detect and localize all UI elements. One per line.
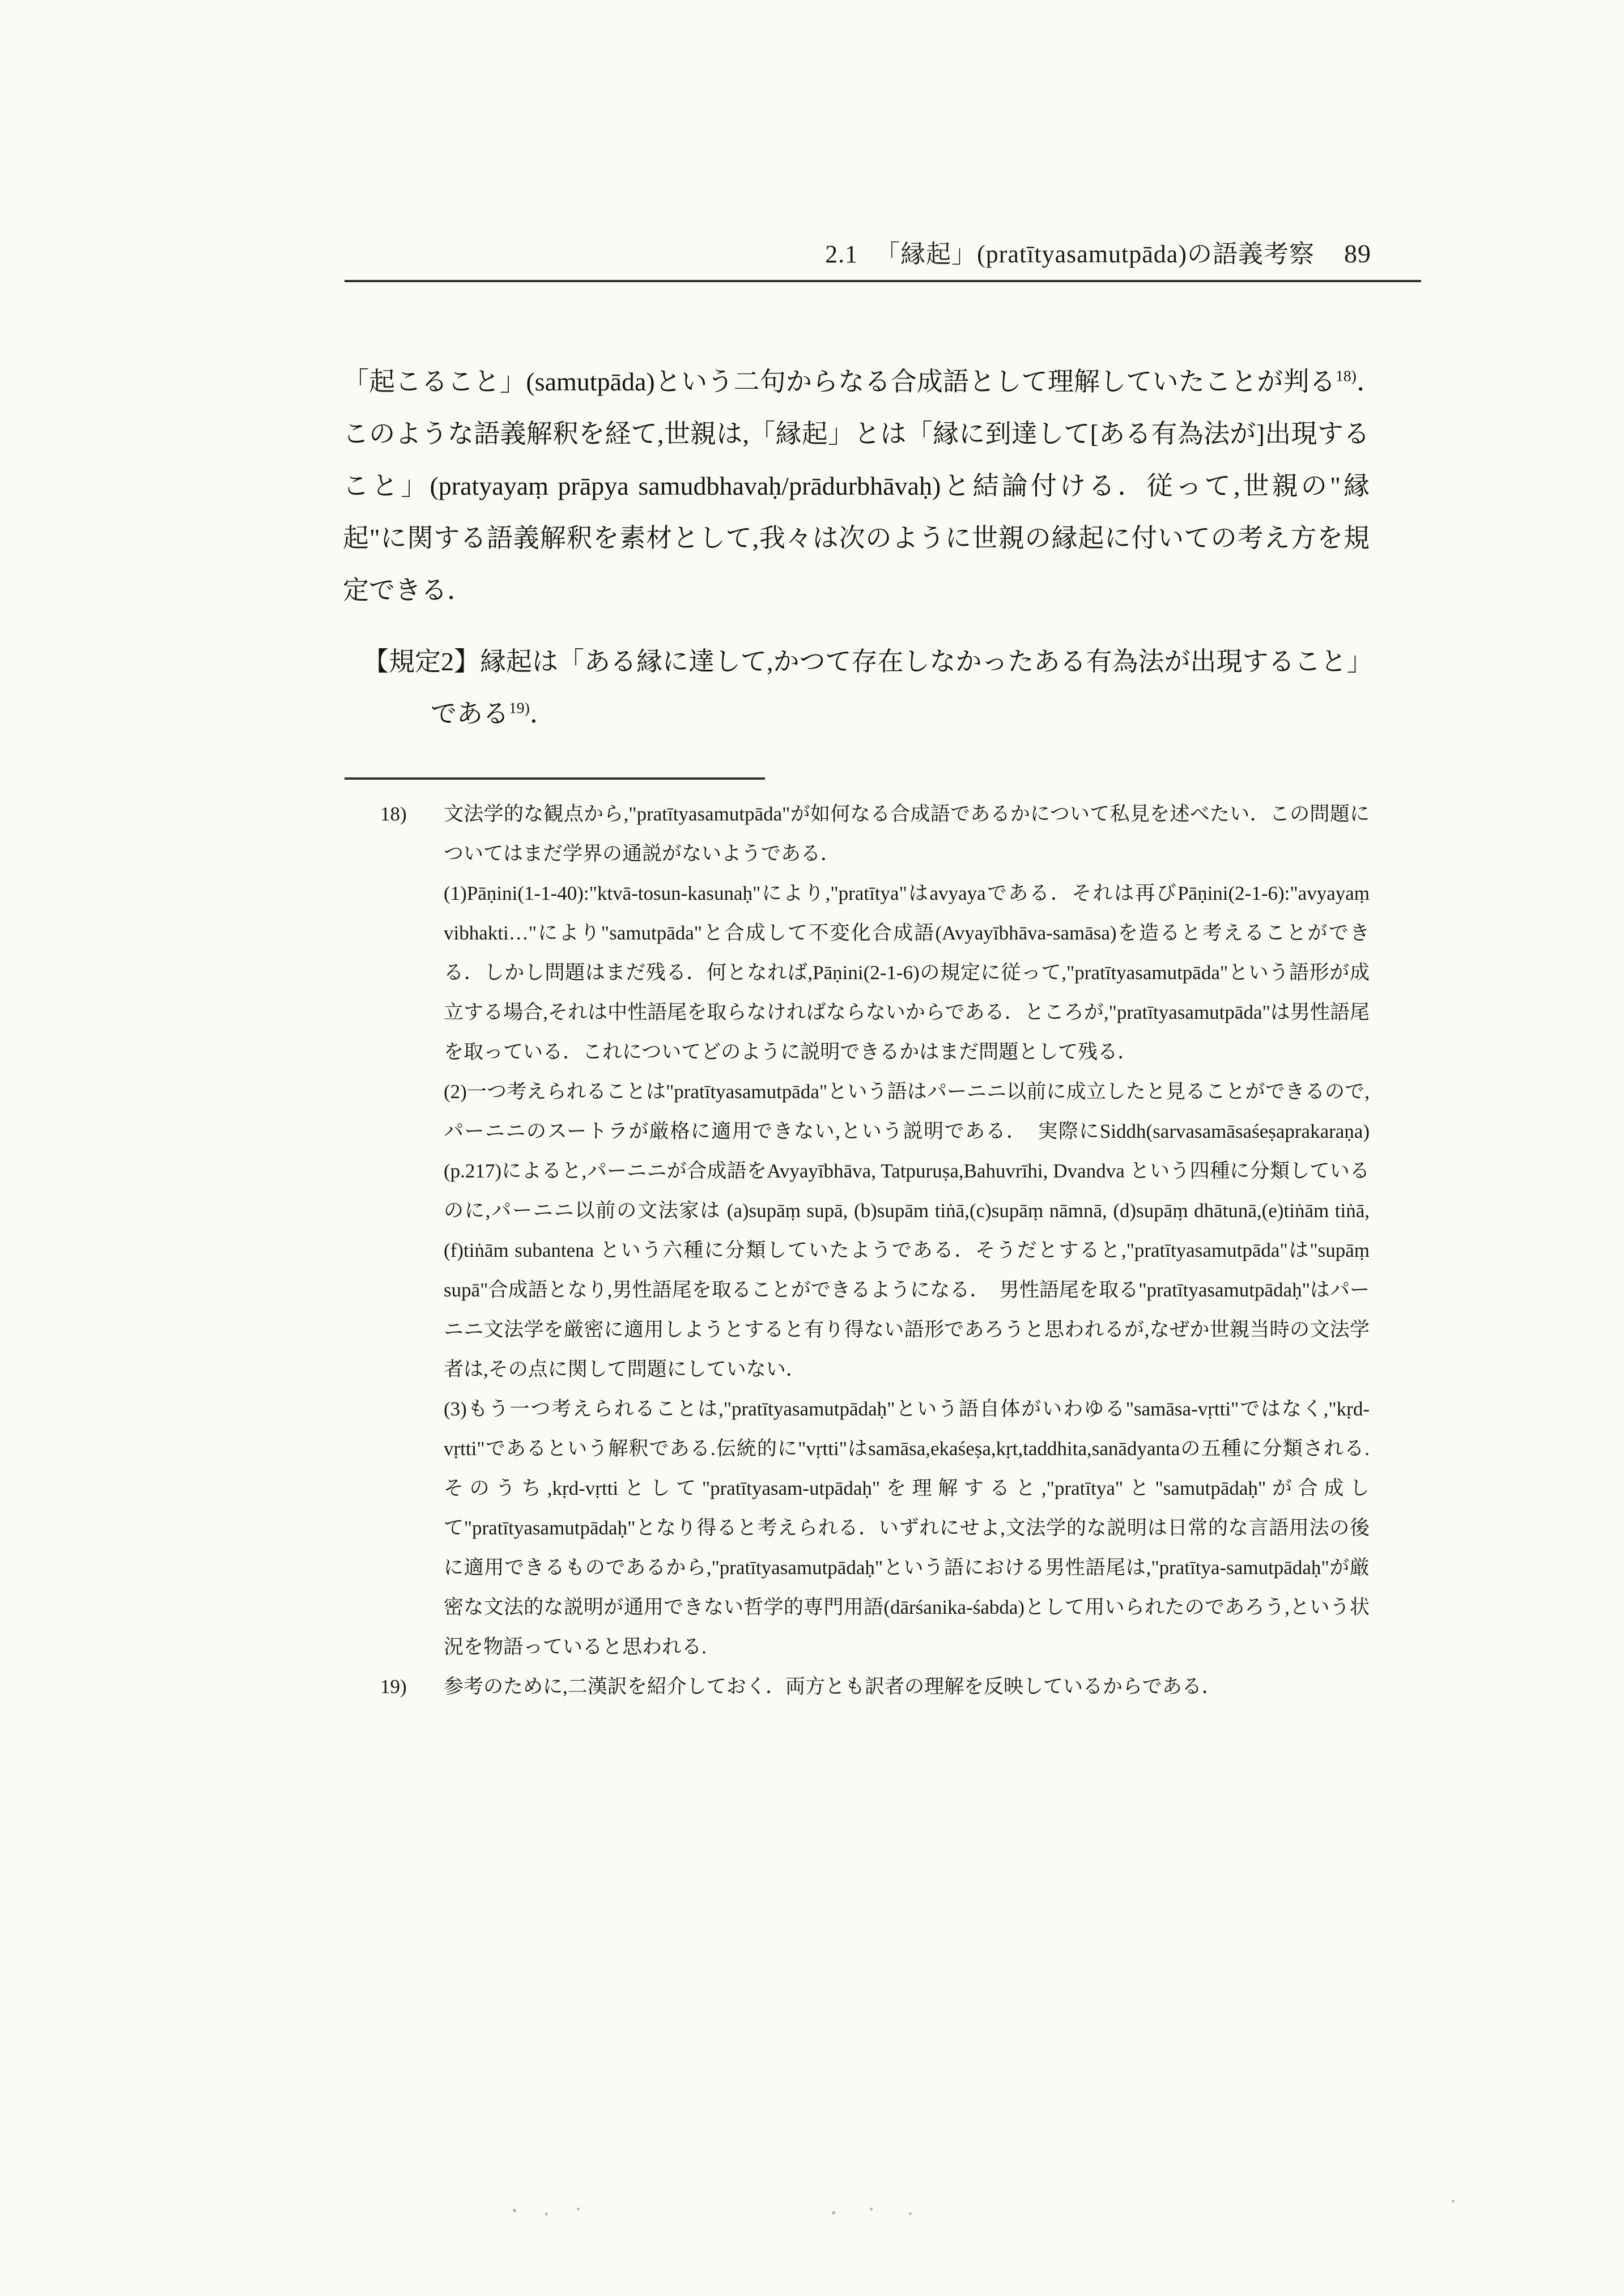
main-text-block [343,356,1396,740]
footnote-18 [343,794,1410,1667]
footnote-18-body [444,794,1410,1667]
footnote-separator-rule [345,777,765,780]
scan-speck [832,2211,835,2214]
footnote-19-number: 19) [380,1676,407,1698]
footnote-18-number: 18) [380,803,407,825]
definition-2-text-end: ． [529,699,556,728]
body-paragraph [343,356,1396,616]
definition-2-label: 【規定2】 [363,647,480,676]
footnote-18-item-3: (3)もう一つ考えられることは,"pratītyasamutpādaḥ"という語自体がいわゆる"samāsa-vṛtti"ではなく,"kṛd-vṛtti"であるという解釈である.伝統的に"vṛtti"はsamāsa,ekaśeṣa,kṛt,taddhita,sanādyantaの五種に分類される.そのうち,kṛd-vṛttiとして"pratītyasam-utpādaḥ"を理解すると,"pratītya"と"samutpādaḥ"が合成して"pratītyasamutpādaḥ"となり得ると考えられる．いずれにせよ,文法学的な説明は日常的な言語用法の後に適用できるものであるから,"pratītyasamutpādaḥ"という語における男性語尾は,"pratītya-samutpādaḥ"が厳密な文法的な説明が通用できない哲学的専門用語(dārśanika-śabda)として用いられたのであろう,という状況を物語っていると思われる. [444,1398,1370,1658]
footnote-18-item-1: (1)Pāṇini(1-1-40):"ktvā-tosun-kasunaḥ"により,"pratītya"はavyayaである．それは再びPāṇini(2-1-6):"avyayaṃ vibhakti…"により"samutpāda"と合成して不変化合成語(Avyayībhāva-samāsa)を造ると考えることができる．しかし問題はまだ残る．何となれば,Pāṇini(2-1-6)の規定に従って,"pratītyasamutpāda"という語形が成立する場合,それは中性語尾を取らなければならないからである．ところが,"pratītyasamutpāda"は男性語尾を取っている．これについてどのように説明できるかはまだ問題として残る． [444,882,1410,1063]
scan-speck [513,2209,516,2212]
body-paragraph-text: ． このような語義解釈を経て,世親は,「縁起」とは「縁に到達して[ある有為法が]出現すること」(pratyayaṃ prāpya samudbhavaḥ/prādurbhāvaḥ)と結論付ける．従って,世親の"縁起"に関する語義解釈を素材として,我々は次のように世親の縁起に付いての考え方を規定できる． [343,367,1396,605]
running-title: 「縁起」(pratītyasamutpāda)の語義考察 [875,240,1315,268]
footnote-18-item-2: (2)一つ考えられることは"pratītyasamutpāda"という語はパーニニ以前に成立したと見ることができるので,パーニニのスートラが厳格に適用できない,という説明である． 実際にSiddh(sarvasamāsaśeṣaprakaraṇa)(p.217)によると,パーニニが合成語をAvyayībhāva, Tatpuruṣa,Bahuvrīhi, Dvandva という四種に分類しているのに,パーニニ以前の文法家は (a)supāṃ supā, (b)supām tiṅā,(c)supāṃ nāmnā, (d)supāṃ dhātunā,(e)tiṅām tiṅā, (f)tiṅām subantena という六種に分類していたようである．そうだとすると,"pratītyasamutpāda"は"supāṃ supā"合成語となり,男性語尾を取ることができるようになる． 男性語尾を取る"pratītyasamutpādaḥ"はパーニニ文法学を厳密に適用しようとすると有り得ない語形であろうと思われるが,なぜか世親当時の文法学者は,その点に関して問題にしていない． [444,1081,1390,1380]
definition-2-text: 縁起は「ある縁に達して,かつて存在しなかったある有為法が出現すること」である [431,647,1360,728]
footnote-ref-18: 18) [1336,367,1357,385]
scan-speck [870,2208,873,2210]
section-number: 2.1 [825,240,858,268]
scan-speck [909,2212,912,2215]
scan-speck [545,2213,548,2216]
body-paragraph-text: 「起こること」(samutpāda)という二句からなる合成語として理解していたことが判る [343,367,1336,396]
page-number: 89 [1344,239,1371,268]
footnote-19-body [444,1667,1370,1707]
footnote-ref-19: 19) [509,699,530,717]
footnote-18-intro: 文法学的な観点から,"pratītyasamutpāda"が如何なる合成語であるかについて私見を述べたい．この問題についてはまだ学界の通説がないようである． [444,803,1370,865]
page-header [345,233,1421,282]
footnotes-section [343,794,1410,1707]
scan-speck [577,2208,580,2210]
definition-2-block [343,636,1370,740]
scan-speck [1452,2200,1455,2203]
footnote-19-text: 参考のために,二漢訳を紹介しておく．両方とも訳者の理解を反映しているからである． [444,1676,1222,1698]
footnote-19 [343,1667,1370,1707]
